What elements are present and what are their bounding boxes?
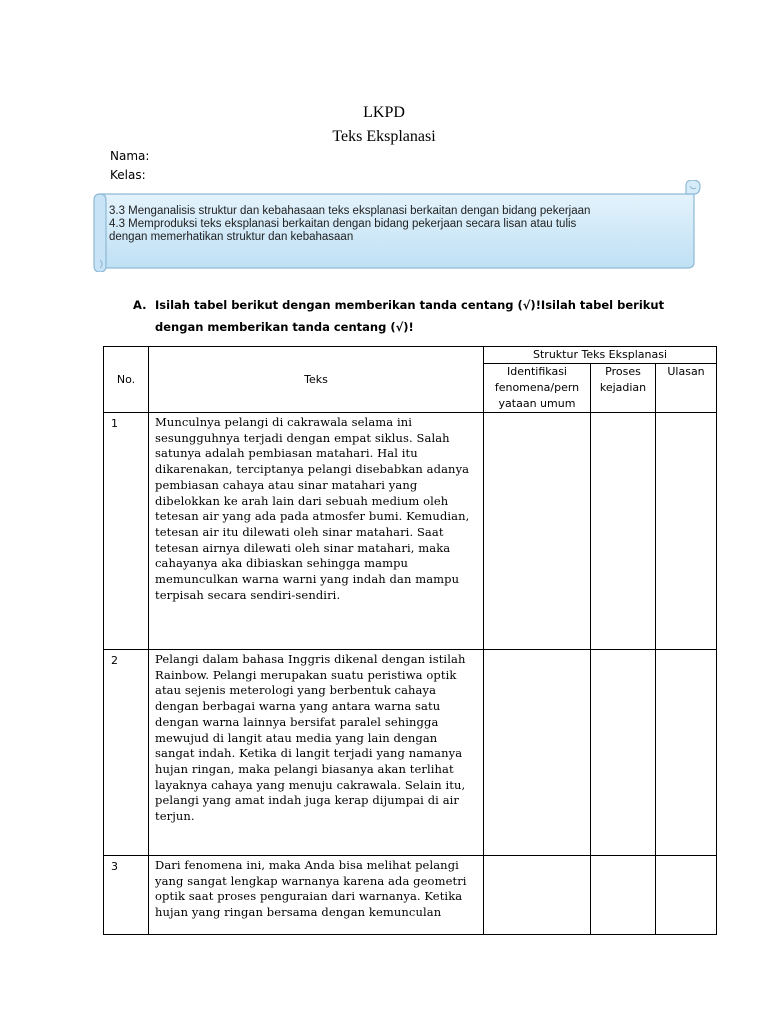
- explanation-structure-table: [103, 346, 717, 935]
- check-ulasan-cell[interactable]: [656, 856, 717, 935]
- table-row: [104, 650, 717, 856]
- row-text: Munculnya pelangi di cakrawala selama ini sesungguhnya terjadi dengan empat siklus. Salah satunya adalah pembiasan matahari. Hal itu dikarenakan, terciptanya pelangi disebabkan adanya pembiasan cahaya atau sinar matahari yang dibelokkan ke arah lain dari sebuah medium oleh tetesan air yang ada pada atmosfer bumi. Kemudian, tetesan air itu dilewati oleh sinar matahari. Saat tetesan airnya dilewati oleh sinar matahari, maka cahayanya aka dibiaskan sehingga mampu memunculkan warna warni yang indah dan mampu terpisah secara sendiri-sendiri.: [149, 413, 484, 650]
- kelas-label: Kelas:: [110, 168, 146, 182]
- check-identifikasi-cell[interactable]: [484, 650, 591, 856]
- document-title: LKPD: [363, 104, 405, 121]
- row-number: 3: [104, 856, 149, 935]
- competency-scroll-banner: [88, 180, 706, 272]
- header-proses: Proses kejadian: [591, 364, 656, 413]
- check-proses-cell[interactable]: [591, 856, 656, 935]
- header-teks: Teks: [149, 347, 484, 413]
- check-ulasan-cell[interactable]: [656, 650, 717, 856]
- instruction-text: Isilah tabel berikut dengan memberikan tanda centang (√)!Isilah tabel berikut dengan memberikan tanda centang (√)!: [155, 298, 665, 334]
- row-text: Dari fenomena ini, maka Anda bisa melihat pelangi yang sangat lengkap warnanya karena ada geometri optik saat proses penguraian dari warnanya. Ketika hujan yang ringan bersama dengan kemunculan: [155, 858, 467, 920]
- table-row: [104, 413, 717, 650]
- check-identifikasi-cell[interactable]: [484, 413, 591, 650]
- header-no: No.: [104, 347, 149, 413]
- instruction-letter: A.: [133, 298, 147, 312]
- competency-line-2: 4.3 Memproduksi teks eksplanasi berkaitan dengan bidang pekerjaan secara lisan atau tulis: [109, 218, 577, 230]
- check-identifikasi-cell[interactable]: [484, 856, 591, 935]
- header-identifikasi: Identifikasi fenomena/pern yataan umum: [484, 364, 591, 413]
- document-subtitle: Teks Eksplanasi: [332, 128, 436, 145]
- row-text: Pelangi dalam bahasa Inggris dikenal dengan istilah Rainbow. Pelangi merupakan suatu peristiwa optik atau sejenis meterologi yang berbentuk cahaya dengan berbagai warna yang antara warna satu dengan warna lainnya bersifat paralel sehingga mewujud di langit atau media yang lain dengan sangat indah. Ketika di langit terjadi yang namanya hujan ringan, maka pelangi biasanya akan terlihat layaknya cahaya yang menuju cakrawala. Selain itu, pelangi yang amat indah juga kerap dijumpai di air terjun.: [149, 650, 484, 856]
- header-ulasan: Ulasan: [656, 364, 717, 413]
- header-structure-group: Struktur Teks Eksplanasi: [484, 347, 717, 364]
- table-row: [104, 856, 717, 935]
- nama-label: Nama:: [110, 149, 150, 163]
- row-number: 1: [104, 413, 149, 650]
- competency-text: [109, 205, 679, 244]
- competency-line-1: 3.3 Menganalisis struktur dan kebahasaan teks eksplanasi berkaitan dengan bidang pekerjaan: [109, 205, 591, 217]
- check-ulasan-cell[interactable]: [656, 413, 717, 650]
- competency-line-3: dengan memerhatikan struktur dan kebahasaan: [109, 231, 354, 243]
- row-text-cell: [149, 856, 484, 935]
- row-number: 2: [104, 650, 149, 856]
- check-proses-cell[interactable]: [591, 650, 656, 856]
- check-proses-cell[interactable]: [591, 413, 656, 650]
